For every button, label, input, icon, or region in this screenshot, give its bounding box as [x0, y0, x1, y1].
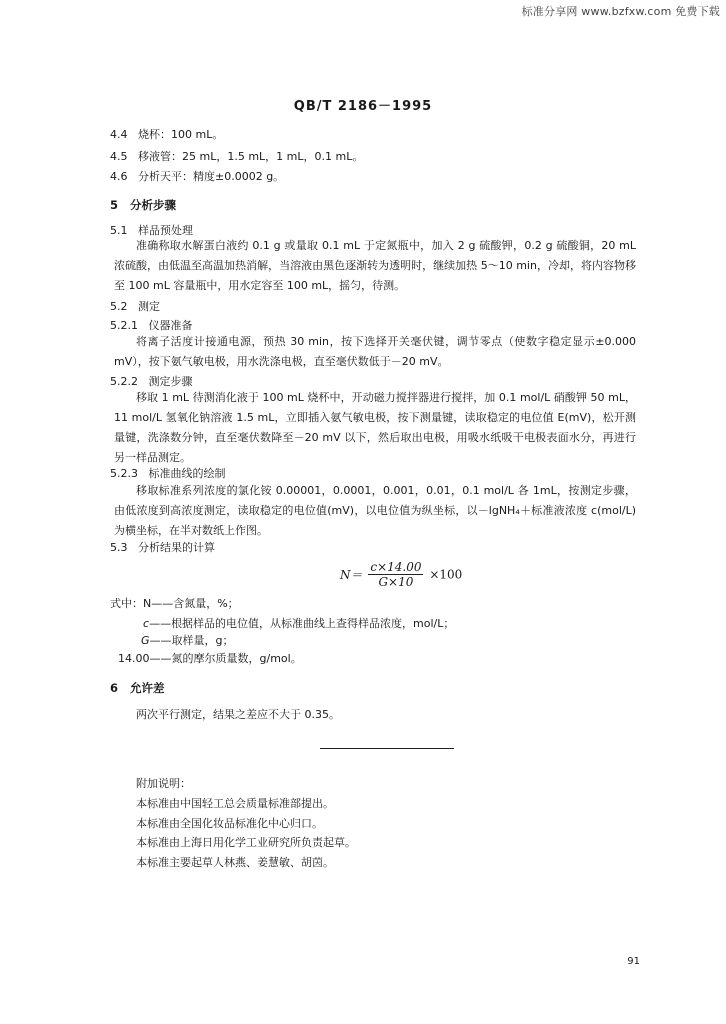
notes-line: 本标准由全国化妆品标准化中心归口。 — [136, 817, 323, 830]
formula-lhs: N＝ — [340, 568, 363, 582]
formula-fraction — [368, 560, 423, 589]
section-title: 标准曲线的绘制 — [148, 467, 226, 480]
watermark: 标准分享网 www.bzfxw.com 免费下载 — [521, 5, 720, 18]
section-5-2-3-paragraph: 移取标准系列浓度的氯化铵 0.00001，0.0001，0.001，0.01，0.1 mol/L 各 1mL，按测定步骤，由低浓度到高浓度测定，读取稳定的电位值(mV)，以电位值为纵坐标，以－lgNH₄＋标准液浓度 c(mol/L)为横坐标，在半对数纸上作图。 — [114, 484, 636, 537]
section-5-2-3-heading — [110, 467, 226, 481]
section-5-2-heading — [110, 300, 160, 314]
where-symbol: 式中：N — [110, 597, 152, 610]
section-number: 6 — [110, 681, 119, 695]
where-line-c — [143, 617, 454, 631]
where-description: ——取样量，g； — [149, 634, 234, 647]
where-symbol: G — [141, 634, 150, 647]
section-number: 5 — [110, 198, 119, 212]
where-symbol: 14.00 — [118, 652, 150, 665]
where-line-14 — [118, 652, 302, 666]
section-5-2-2-paragraph: 移取 1 mL 待测消化液于 100 mL 烧杯中，开动磁力搅拌器进行搅拌，加 0.1 mol/L 硝酸钾 50 mL，11 mol/L 氢氧化钠溶液 1.5 mL，立即插入氨气敏电极，按下测量键，读取稳定的电位值 E(mV)，松开测量键，洗涤数分钟，直至毫伏数降至－20 mV 以下，然后取出电极，用吸水纸吸干电极表面水分，再进行另一样品测定。 — [114, 391, 636, 464]
section-5-2-2-heading — [110, 375, 193, 389]
section-number: 5.3 — [110, 541, 128, 554]
section-title: 分析步骤 — [130, 198, 177, 212]
notes-line: 本标准由上海日用化学工业研究所负责起草。 — [136, 836, 356, 849]
section-number: 5.1 — [110, 224, 128, 237]
notes-line: 本标准由中国轻工总会质量标准部提出。 — [136, 797, 334, 810]
where-description: ——氮的摩尔质量数，g/mol。 — [149, 652, 302, 665]
section-title: 测定步骤 — [148, 375, 193, 388]
end-rule — [320, 748, 454, 749]
formula-numerator: c×14.00 — [370, 560, 422, 574]
formula-rhs: ×100 — [429, 567, 463, 582]
notes-title: 附加说明： — [136, 777, 191, 790]
section-title: 仪器准备 — [148, 319, 193, 332]
item-4-5 — [110, 150, 363, 164]
item-number: 4.5 — [110, 150, 128, 163]
section-5-3-heading — [110, 541, 215, 555]
section-number: 5.2.3 — [110, 467, 138, 480]
item-text: 烧杯：100 mL。 — [138, 128, 224, 141]
where-description: ——根据样品的电位值，从标准曲线上查得样品浓度，mol/L； — [149, 617, 455, 630]
item-text: 分析天平：精度±0.0002 g。 — [138, 170, 285, 183]
item-4-6 — [110, 170, 284, 184]
section-6-paragraph: 两次平行测定，结果之差应不大于 0.35。 — [136, 708, 340, 721]
section-number: 5.2.2 — [110, 375, 138, 388]
section-number: 5.2 — [110, 300, 128, 313]
item-number: 4.4 — [110, 128, 128, 141]
section-title: 样品预处理 — [138, 224, 193, 237]
formula-denominator: G×10 — [378, 575, 414, 589]
where-line-g — [141, 634, 234, 648]
section-5-heading — [110, 197, 176, 213]
page-header: QB/T 2186－1995 — [293, 99, 433, 114]
notes-line: 本标准主要起草人林燕、姜慧敏、胡茵。 — [136, 856, 334, 869]
section-5-2-1-heading — [110, 319, 193, 333]
calculation-formula — [340, 560, 462, 589]
item-text: 移液管：25 mL，1.5 mL，1 mL，0.1 mL。 — [138, 150, 364, 163]
section-title: 测定 — [138, 300, 160, 313]
section-title: 允许差 — [130, 681, 165, 695]
section-number: 5.2.1 — [110, 319, 138, 332]
section-5-1-paragraph: 准确称取水解蛋白液约 0.1 g 或量取 0.1 mL 于定氮瓶中，加入 2 g 硫酸钾，0.2 g 硫酸铜，20 mL 浓硫酸，由低温至高温加热消解，当溶液由黑色逐渐转为透明时，继续加热 5～10 min，冷却，将内容物移至 100 mL 容量瓶中，用水定容至 100 mL，摇匀，待测。 — [114, 239, 636, 292]
item-number: 4.6 — [110, 170, 128, 183]
section-6-heading — [110, 680, 165, 696]
where-description: ——含氮量，%； — [151, 597, 239, 610]
where-line-n — [110, 597, 239, 611]
page-number: 91 — [627, 956, 640, 967]
section-5-2-1-paragraph: 将离子活度计接通电源，预热 30 min，按下选择开关毫伏键，调节零点（使数字稳定显示±0.000 mV），按下氨气敏电极，用水洗涤电极，直至毫伏数低于－20 mV。 — [114, 335, 636, 368]
item-4-4 — [110, 128, 223, 142]
where-symbol: c — [143, 617, 150, 630]
section-title: 分析结果的计算 — [138, 541, 215, 554]
